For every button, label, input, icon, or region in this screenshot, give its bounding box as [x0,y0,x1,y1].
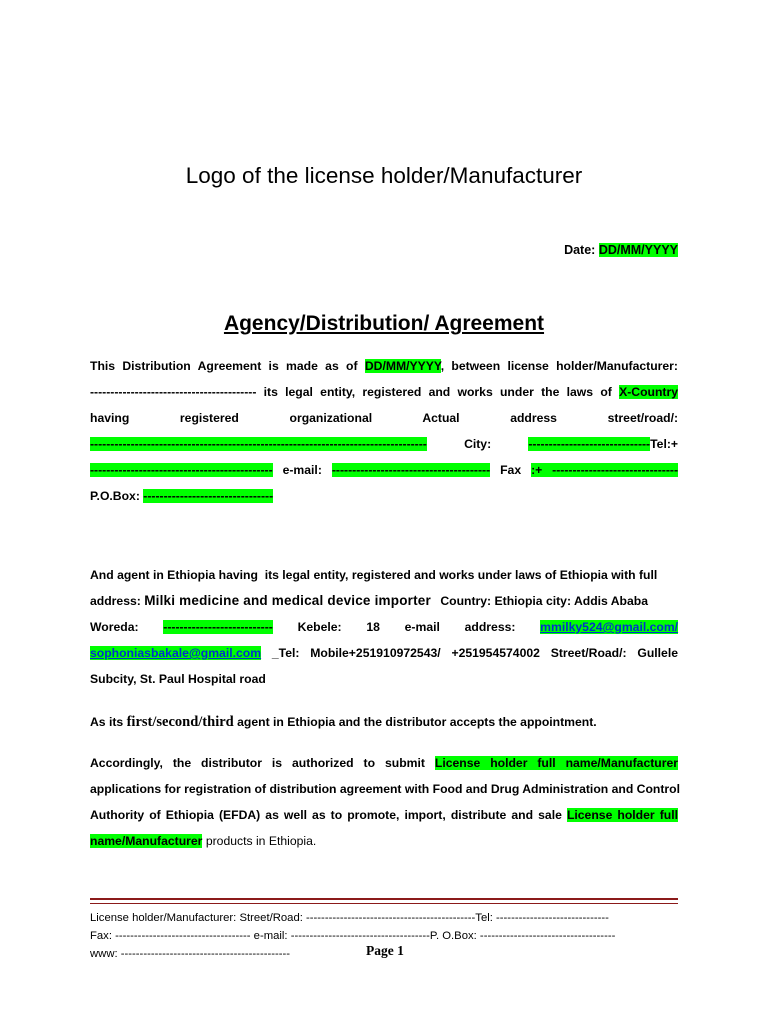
email-link[interactable]: mmilky524@gmail.com/ [540,620,679,634]
license-holder-field: License holder full [566,808,678,822]
text: Subcity, St. Paul Hospital road [90,672,266,686]
pobox-field: -------------------------------- [143,489,274,503]
license-holder-field: License holder full name/Manufacturer [434,756,678,770]
city-field: ------------------------------ [528,437,651,451]
text-line [90,802,678,828]
text: Tel:+ [650,437,679,451]
text: agent in Ethiopia and the distributor accepts the appointment. [237,715,597,729]
footer-line: Fax: ------------------------------------ e-mail: -------------------------------------P. O.Box: ------------------------------------ [90,930,616,942]
text: Woreda: [90,620,139,634]
footer-divider [90,898,678,900]
text: address [510,411,557,425]
text: _Tel: Mobile+251910972543/ +251954574002 Street/Road/: Gullele [271,646,678,660]
text-line [90,405,678,431]
footer-line: License holder/Manufacturer: Street/Road: ---------------------------------------------Tel: ------------------------------ [90,912,609,924]
agreement-title: Agency/Distribution/ Agreement [223,312,545,335]
text: This Distribution Agreement is made as of [90,359,358,373]
email-link[interactable]: sophoniasbakale@gmail.com [90,646,262,660]
text: As its [90,715,124,729]
date-value: DD/MM/YYYY [598,243,678,257]
appointment-paragraph [90,709,678,735]
tel-field: --------------------------------------------- [90,463,273,477]
text: registered [179,411,239,425]
agent-paragraph [90,562,678,692]
text: address: [464,620,516,634]
text-line [90,457,678,483]
text: organizational [289,411,373,425]
text: street/road/: [607,411,679,425]
footer-divider [90,903,678,904]
text-line [90,483,678,509]
text: Country: Ethiopia city: Addis Ababa [440,594,648,608]
date-label: Date: [564,243,596,257]
date-line [564,243,678,257]
text-line [90,709,678,735]
text-line [90,666,678,692]
text: ----------------------------------------- its legal entity, registered and works under the laws of [90,385,612,399]
text: e-mail: [282,463,322,477]
email-field: --------------------------------------- [331,463,491,477]
text: applications for registration of distribution agreement with Food and Drug Administration and Control [90,782,680,796]
footer-line: www: --------------------------------------------- [90,948,291,960]
logo-placeholder: Logo of the license holder/Manufacturer [185,163,583,188]
agent-name: Milki medicine and medical device importer [144,593,431,608]
text-line [90,431,678,457]
text-line [90,614,678,640]
country-field: X-Country [619,385,678,399]
text: , between license holder/Manufacturer: [440,359,678,373]
text: Actual [422,411,460,425]
text: products in Ethiopia. [205,834,317,848]
text: having [90,411,130,425]
agent-order: first/second/third [126,714,234,730]
text: City: [464,437,492,451]
text-line [90,588,678,614]
text: Authority of Ethiopia (EFDA) as well as to promote, import, distribute and sale [90,808,562,822]
text-line [90,379,678,405]
text-line [90,640,678,666]
text: P.O.Box: [90,489,140,503]
license-holder-field: name/Manufacturer [90,834,203,848]
text-line [90,828,678,854]
text: address: [90,594,141,608]
page-number: Page 1 [366,943,404,958]
text: Accordingly, the distributor is authorized to submit [90,756,425,770]
text-line [90,353,678,379]
text: 18 [366,620,380,634]
text: Fax [500,463,522,477]
text-line [90,562,678,588]
parties-paragraph [90,353,678,509]
text: And agent in Ethiopia having its legal entity, registered and works under laws of Ethiopia with full [90,568,658,582]
text: e-mail [404,620,440,634]
address-field: ----------------------------------------------------------------------------------- [90,437,427,451]
text-line [90,776,678,802]
woreda-field: --------------------------- [163,620,273,634]
text: Kebele: [297,620,342,634]
text-line [90,750,678,776]
fax-field: :+ ------------------------------- [531,463,678,477]
date-field: DD/MM/YYYY [364,359,441,373]
authorization-paragraph [90,750,678,854]
